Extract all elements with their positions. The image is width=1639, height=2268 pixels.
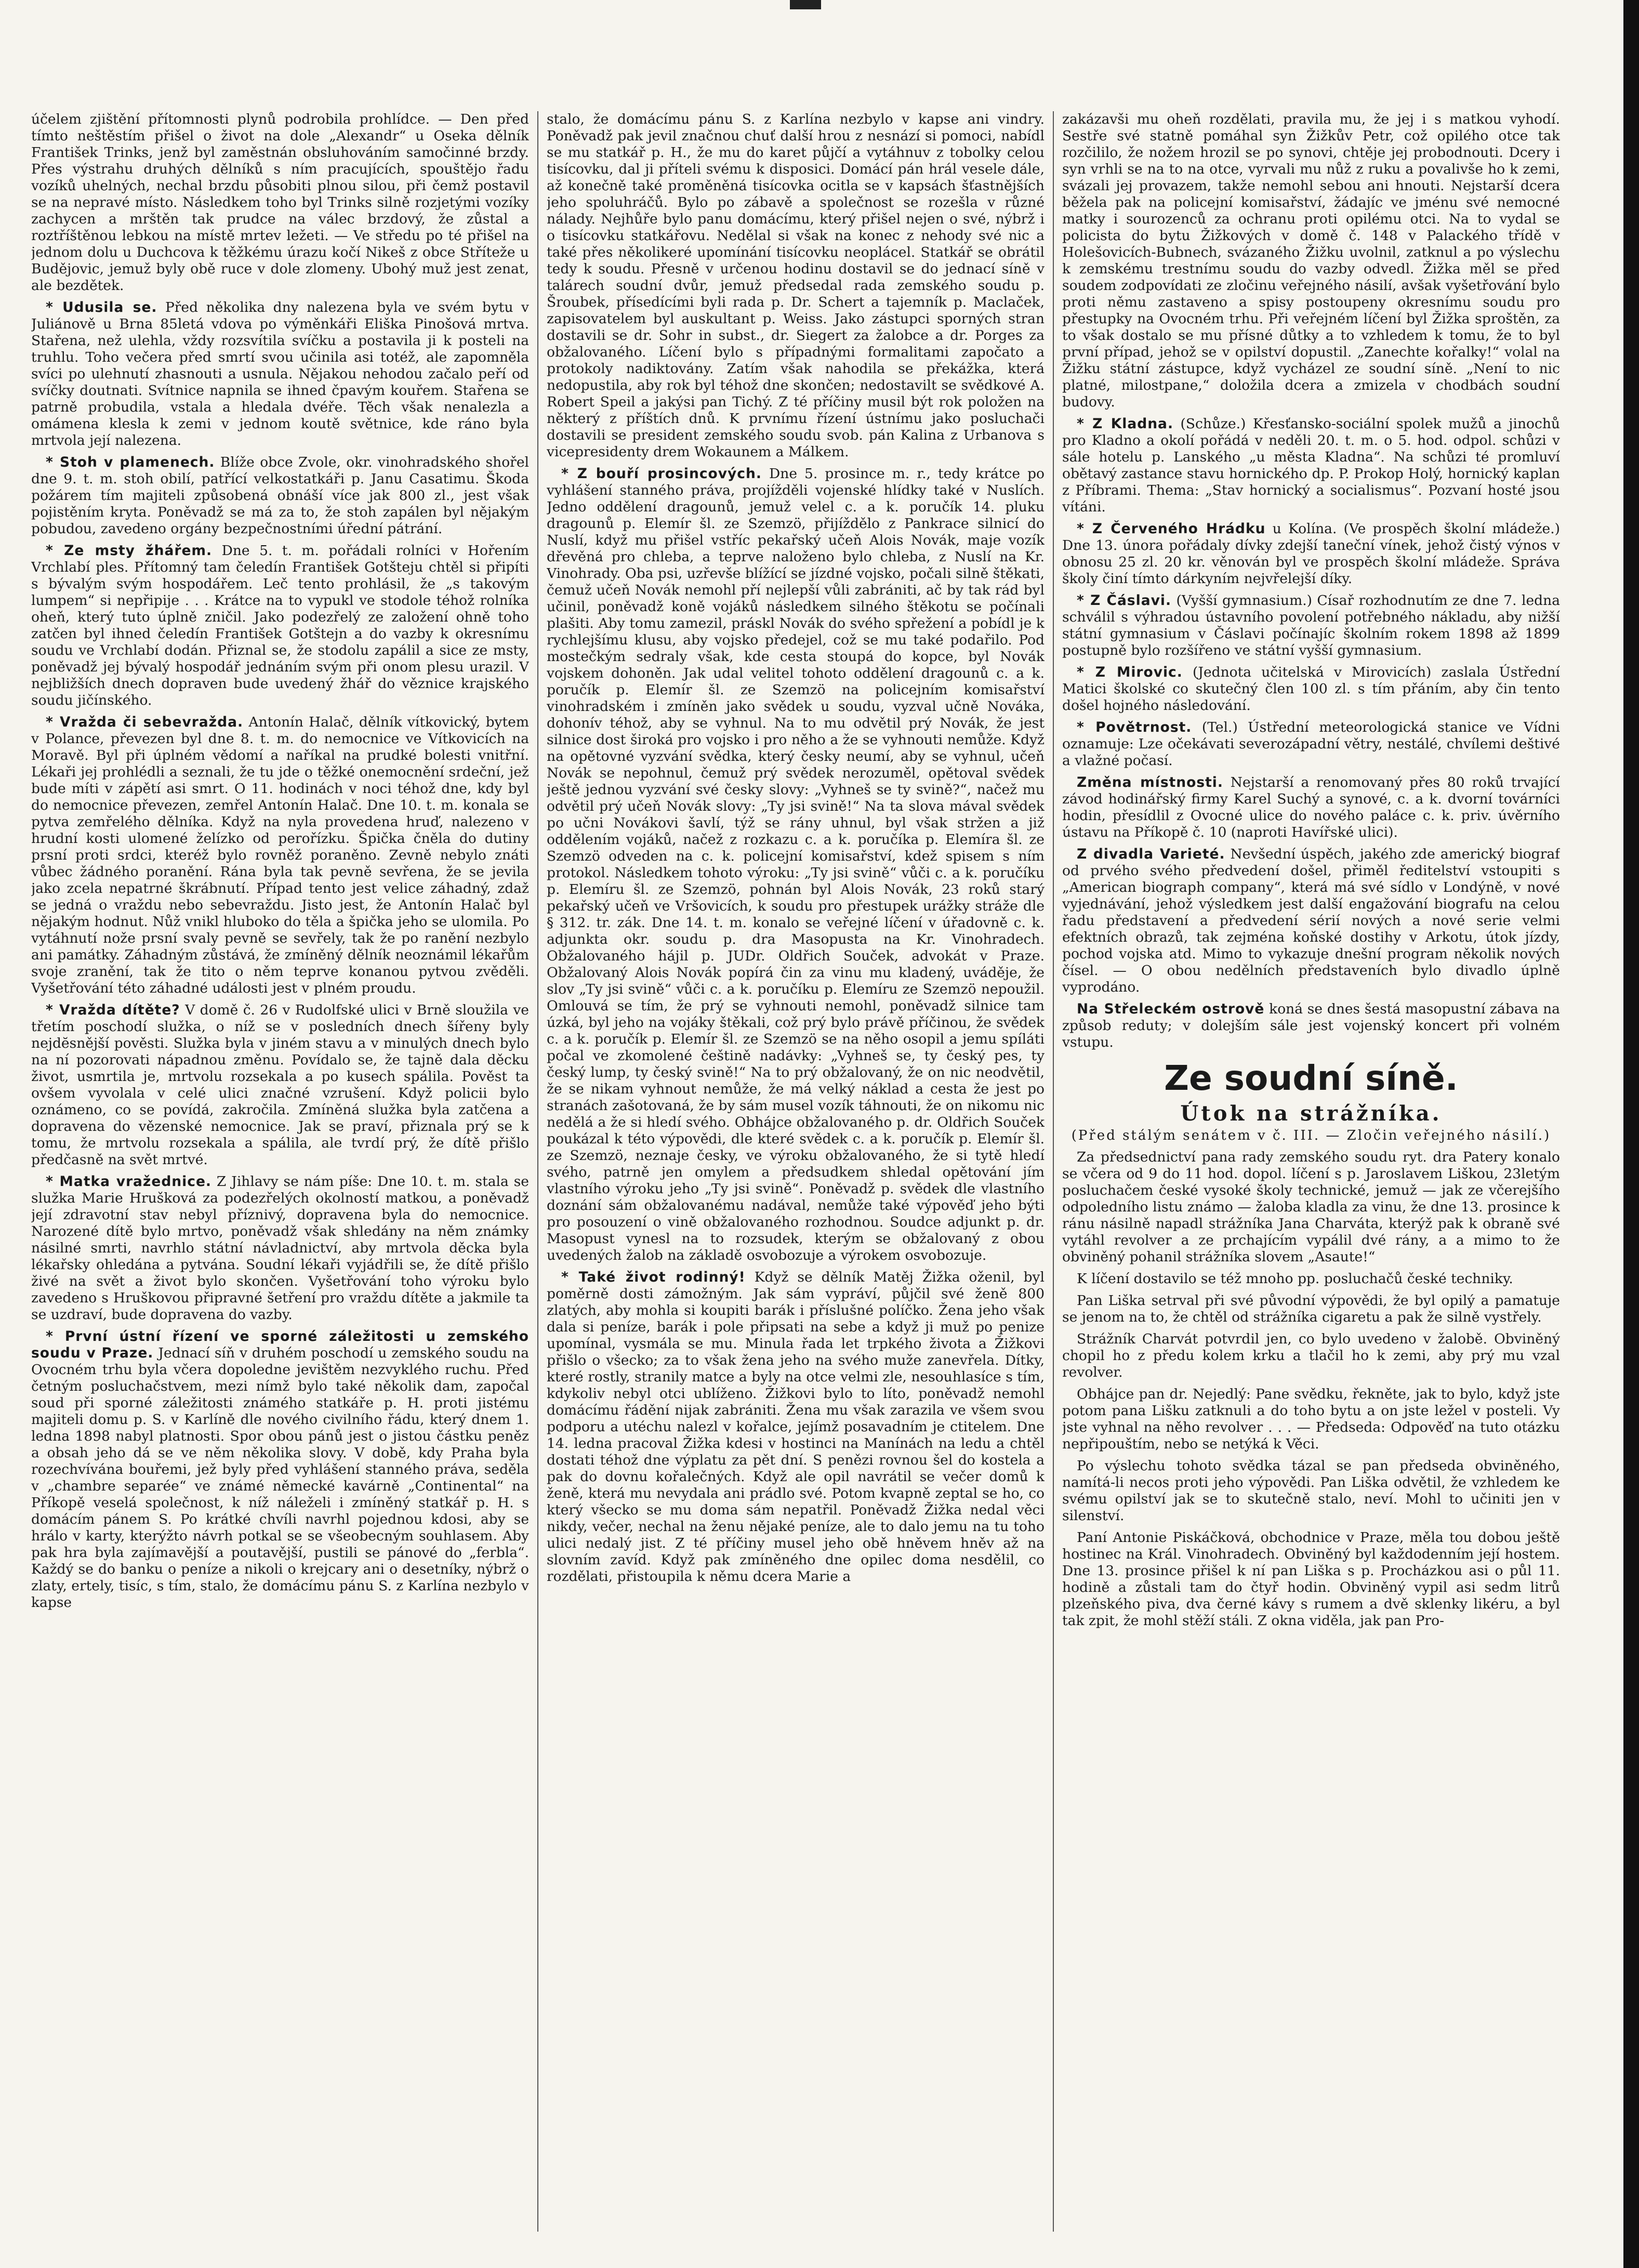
article-text: Dne 5. prosince m. r., tedy krátce po vyhlášení stanného práva, projížděli vojenské hlídky také v Nuslích. Jedno oddělení dragounů, jemuž velel c. a k. poručík 14. pluku dragounů p. Elemír šl. ze Szemzö, přijíždělo z Pankrace silnicí do Nuslí, když mu přišel vstříc pekařský učeň Alois Novák, maje vozík dřevěná pro chleba, a teprve naloženo bylo chleba, z Nuslí na Kr. Vinohrady. Oba psi, uzřevše blížící se jízdné vojsko, počali silně štěkati, čemuž učeň Novák nemohl pří nejlepší vůli zabrániti, ač by tak rád byl učinil, poněvadž koně vojáků následkem silného štěkotu se počínali plašiti. Aby tomu zamezil, práskl Novák do svého spřežení a pobídl je k rychlejšímu klusu, aby vojsko předejel, což se mu také podařilo. Pod mostečkým sedraly však, kde cesta stoupá do kopce, byl Novák vojskem dohoněn. Jak udal velitel tohoto oddělení dragounů c. a k. poručík p. Elemír šl. ze Szemzö na policejním komisařství vinohradském i zmíněn jako svědek u soudu, vyzval učně Nováka, dohonív téhož, aby se vyhnul. Na to mu odvětil prý Novák, že jest silnice dost široká pro vojsko i pro něho a že se vyhnouti nemůže. Když na opětovné vyzvání svědka, který česky neumí, aby se vyhnul, učeň Novák se nepohnul, čemuž prý svědek nerozuměl, opětoval svědek ještě jednou vyzvání své česky slovy: „Vyhneš se ty svině?“, načež mu odvětil prý učeň Novák slovy: „Ty jsi svině!“ Na ta slova mával svědek po učni Novákovi šavlí, týž se rány uhnul, byl však stržen a již oddělením vojáků, načež z rozkazu c. a k. poručíka p. Elemíra šl. ze Szemzö odveden na c. k. policejní komisařství, kdež spisem s ním protokol. Následkem tohoto výroku: „Ty jsi svině“ vůči c. a k. poručíku p. Elemíru šl. ze Szemzö, pohnán byl Alois Novák, 23 roků starý pekařský učeň ve Vršovicích, k soudu pro přestupek urážky stráže dle § 312. tr. zák. Dne 14. t. m. konalo se veřejné líčení v úřadovně c. k. adjunkta okr. soudu p. dra Masopusta na Kr. Vinohradech. Obžalovaného hájil p. JUDr. Oldřich Souček, advokát v Praze. Obžalovaný Alois Novák popírá čin za vinu mu kladený, uváděje, že slov „Ty jsi svině“ vůči c. a k. poručíku p. Elemíru ze Szemzö nepoužil. Omlouvá se tím, že prý se vyhnouti nemohl, poněvadž silnice tam úzká, byl jeho na vojáky štěkali, což prý bylo právě příčinou, že svědek c. a k. poručík p. Elemír šl. ze Szemzö se na něho osopil a jemu spíláti počal ve zkomolené češtině nadávky: „Vyhneš se, ty český pes, ty český lump, ty český svině!“ Na to prý obžalovaný, že on nic neodvětil, že se nikam vyhnout nemůže, že má velký náklad a cesta že jest po stranách zašotovaná, že by sám musel vozík táhnouti, že on nikomu nic nedělá a že si hledí svého. Obhájce obžalovaného p. dr. Oldřich Souček poukázal k této výpovědi, dle které svědek c. a k. poručík p. Elemír šl. ze Szemzö, neznaje česky, ve výroku obžalovaného, že si tytě hledí svého, patrně jen omylem a předsudkem shledal opětování jím vlastního výroku jeho „Ty jsi svině“. Poněvadž p. svědek dle vlastního doznání sám obžalovanému nadával, nemůže také výpověď jeho býti pro posouzení o vině obžalovaného rozhodnou. Soudce adjunkt p. dr. Masopust vynesl na to rozsudek, kterým se obžalovaný z obou uvedených žalob na základě osvobozuje a výrokem osvobozuje. [547, 466, 1045, 1263]
article-paragraph [1062, 1271, 1560, 1287]
article-paragraph [31, 299, 529, 449]
article-text: (Vyšší gymnasium.) Císař rozhodnutím ze dne 7. ledna schválil s výhradou ústavního povolení potřebného nákladu, aby nižší státní gymnasium v Čáslavi počínajíc školním rokem 1898 až 1899 postupně bylo rozšířeno ve státní vyšší gymnasium. [1062, 592, 1560, 658]
article-heading: * Z Červeného Hrádku [1077, 521, 1266, 537]
article-heading: * Vražda či sebevražda. [46, 714, 244, 730]
article-heading: * Z Mirovic. [1077, 664, 1183, 680]
article-paragraph [31, 714, 529, 997]
article-heading: Z divadla Varieté. [1077, 846, 1225, 862]
article-text: Z Jihlavy se nám píše: Dne 10. t. m. stala se služka Marie Hrušková za podezřelých okolností matkou, a poněvadž její zdravotní stav nebyl příznivý, dopravena byla do nemocnice. Narozené dítě bylo mrtvo, poněvadž však shledány na něm známky násilné smrti, navrhlo státní návladnictví, aby mrtvola děcka byla lékařsky ohledána a pytvána. Soudní lékaři vyjádřili se, že dítě přišlo živé na svět a život bylo skončen. Vyšetřování toho výroku bylo zavedeno s Hruškovou připravné šetření pro vraždu dítěte a jakmile ta se uzdraví, bude dopravena do vazby. [31, 1173, 529, 1323]
article-text: Pan Liška setrval při své původní výpovědi, že byl opilý a pamatuje se jenom na to, že chtěl od strážníka cigaretu a pak že silně vystřely. [1062, 1293, 1560, 1325]
article-paragraph [1062, 1529, 1560, 1629]
article-text: Před několika dny nalezena byla ve svém bytu v Juliánově u Brna 85letá vdova po výměnkáři Eliška Pinošová mrtva. Stařena, než ulehla, vždy rozsvítila svíčku a postavila ji k posteli na truhlu. Toho večera před smrtí svou učinila asi totéž, ale zapomněla svíci po ulehnutí zhasnouti a usnula. Nějakou nehodou začalo peří od svíčky doutnati. Svítnice napnila se ihned čpavým kouřem. Stařena se patrně probudila, vstala a hledala dvéře. Těch však nenalezla a omámena klesla k zemi v jednom koutě světnice, kde ráno byla mrtvola její nalezena. [31, 299, 529, 449]
article-text: Nejstarší a renomovaný přes 80 roků trvající závod hodinářský firmy Karel Suchý a synové, c. a k. dvorní továrníci hodin, přesídlil z Ovocné ulice do nového paláce c. k. priv. úvěrního ústavu na Příkopě č. 10 (naproti Havířské ulici). [1062, 774, 1560, 840]
article-paragraph [1062, 664, 1560, 714]
article-text: Když se dělník Matěj Žižka oženil, byl poměrně dosti zámožným. Jak sám vypráví, půjčil své ženě 800 zlatých, aby mohla si koupiti barák i příslušné políčko. Žena jeho však dala si peníze, barák i pole připsati na sebe a když ji muž po penize upomínal, vysmála se mu. Minula řada let trpkého života a Žižkovi přišlo o všecko; za to však žena jeho na svého muže zanevřela. Dítky, které rostly, stranily matce a byly na otce velmi zle, nesouhlasíce s tím, kdykoliv nebyl otci ublíženo. Žižkovi bylo to líto, poněvadž nemohl domácímu řádění nijak zabrániti. Žena mu však zarazila ve všem svou podporu a utéchu nalezl v kořalce, jejímž posavadním je ctitelem. Dne 14. ledna pracoval Žižka kdesi v hostinci na Manínách na ledu a chtěl dostati téhož dne výplatu za pět dní. S penězi rovnou šel do kostela a pak do dovnu kořalečných. Když ale opil navrátil se večer domů k ženě, která mu nevydala ani prádlo své. Potom kvapně zeptal se ho, co který všecko se mu doma sám nepatřil. Poněvadž Žižka nedal věci nikdy, večer, nechal na ženu nějaké peníze, ale to dalo jemu na tu toho ulici nedalý jist. Z té příčiny musel jeho obě hněvem hněv až na slovním zavíd. Když pak zmíněného dne opilec doma nesdělil, co rozdělati, přistoupila k němu dcera Marie a [547, 1269, 1045, 1585]
article-heading: * Matka vražednice. [46, 1173, 212, 1190]
article-heading: * Z Kladna. [1077, 416, 1174, 432]
article-heading: Změna místnosti. [1077, 774, 1223, 790]
article-heading: * Povětrnost. [1077, 719, 1192, 735]
article-text: (Tel.) Ústřední meteorologická stanice ve Vídni oznamuje: Lze očekávati severozápadní větry, nestálé, chvílemi deštivé a vlažné počasí. [1062, 719, 1560, 769]
article-text: Antonín Halač, dělník vítkovický, bytem v Polance, převezen byl dne 8. t. m. do nemocnice ve Vítkovicích na Moravě. Byl při úplném vědomí a naříkal na prudké bolesti vnitřní. Lékaři jej prohlédli a seznali, že tu jde o těžké onemocnění srdeční, jež bude míti v zápětí asi smrt. O 11. hodinách v noci téhož dne, kdy byl do nemocnice převezen, zemřel Antonín Halač. Dne 10. t. m. konala se pytva zemřelého dělníka. Když na nyla provedena hruď, nalezeno v hrudní kosti ulomené želízko od perořízku. Špička čněla do dutiny prsní proti srdci, kteréž bylo rovněž poraněno. Zevně nebylo znáti vůbec žádného poranění. Rána byla tak pevně sevřena, že se jevila jako zcela nepatrné škrábnutí. Případ tento jest velice záhadný, zdaž se jedná o vraždu nebo sebevraždu. Jisto jest, že Antonín Halač byl nějakým hodnut. Nůž vnikl hluboko do těla a špička jeho se ulomila. Po vytáhnutí nože prsní svaly pevně se sevřely, tak že po ranění nezbylo ani památky. Záhadným zůstává, že zmíněný dělník neoznámil lékařům svoje zranění, tak že tito o něm teprve konanou pytvou zvěděli. Vyšetřování této záhadné události jest v plném proudu. [31, 714, 529, 996]
article-text: V domě č. 26 v Rudolfské ulici v Brně sloužila ve třetím poschodí služka, o níž se v posledních dnech šířeny byly nejdĕsnější pověsti. Služka byla v jiném stavu a v minulých dnech bylo na ní pozorovati nápadnou změnu. Povídalo se, že tajně dala děcku život, usmrtila je, mrtvolu rozsekala a po kusech spálila. Pověst ta ovšem vyvolala v celé ulici značné vzrušení. Když policii bylo oznámeno, co se povídá, zakročila. Zmíněná služka byla zatčena a dopravena do vězenské nemocnice. Jak se praví, přiznala prý se k tomu, že mrtvolu rozsekala a spálila, ale tvrdí prý, že dítě přišlo předčasně na svět mrtvé. [31, 1002, 529, 1168]
article-text: Dne 5. t. m. pořádali rolníci v Hořením Vrchlabí ples. Přítomný tam čeledín František Gotšteju chtěl si připíti s bývalým svým hospodářem. Leč tento prohlásil, že „s takovým lumpem“ si nepřipije . . . Krátce na to vypukl ve stodole téhož rolníka oheň, který tuto úplně zničil. Jako podezřelý ze založení ohně toho zatčen byl ihned čeledín František Gotštejn a do vazby k okresnímu soudu ve Vrchlabí dodán. Přiznal se, že stodolu zapálil a sice ze msty, poněvadž jej bývalý hospodář jednáním svým při onom plesu urazil. V nejbližších dnech dopraven bude uvedený žhář do věznice krajského soudu jičínského. [31, 543, 529, 708]
article-text: účelem zjištění přítomnosti plynů podrobila prohlídce. — Den před tímto neštěstím přišel o život na dole „Alexandr“ u Oseka dělník František Trinks, jenž byl zaměstnán obsluhováním samočinné brzdy. Přes výstrahu druhých dělníků s ním pracujících, spouštějo řadu vozíků uhelných, nechal brzdu působiti plnou silou, při čemž postavil se na nepravé místo. Následkem toho byl Trinks silně rozjetými vozíky zachycen a mrštěn tak prudce na válec brzdový, že zůstal a roztříštěnou lebkou na místě mrtev ležeti. — Ve středu po té přišel na jednom dolu u Duchcova k těžkému úrazu kočí Nikeš z obce Stříteže u Budějovic, jemuž byly obě ruce v dole zlomeny. Ubohý muž jest zenat, ale bezdětek. [31, 111, 529, 294]
article-paragraph [31, 1173, 529, 1323]
print-mark [790, 0, 821, 9]
article-heading: * Také život rodinný! [561, 1269, 746, 1285]
article-paragraph [1062, 1458, 1560, 1524]
column-middle [547, 111, 1045, 2237]
article-paragraph [1062, 416, 1560, 516]
article-paragraph [1062, 1001, 1560, 1051]
article-text: Jednací síň v druhém poschodí u zemského soudu na Ovocném trhu byla včera dopoledne jevištěm nezvyklého ruchu. Před četným posluchačstvem, mezi nímž bylo také několik dam, započal soud při sporné záležitosti známého statkáře p. H. proti jistému majiteli domu p. S. v Karlíně dle nového civilního řádu, který dnem 1. ledna 1898 nabyl platnosti. Spor obou pánů jest o jistou částku peněz a obsah jeho dá se ve něm několika slovy. V době, kdy Praha byla rozechvívána bouřemi, jež byly před vyhlášení stanného práva, seděla v „chambre separée“ ve známé německé kavárně „Continental“ na Příkopě veselá společnost, k níž náleželi i zmíněný statkář p. H. s domácím pánem S. Po krátké chvíli navrhl pojednou kdosi, aby se hrálo v karty, kterýžto návrh potkal se se všeobecným souhlasem. Aby pak hra byla zajímavější a poutavější, pustili se pánové do „ferbla“. Každý se do banku o peníze a nikoli o krejcary ani o desetníky, nýbrž o zlaty, ertely, tisíc, s tím, stalo, že domácímu pánu S. z Karlína nezbylo v kapse [31, 1345, 529, 1611]
article-paragraph [31, 1002, 529, 1168]
article-text: Po výslechu tohoto svědka tázal se pan předseda obviněného, namítá-li necos proti jeho výpovědi. Pan Liška odvětil, že vzhledem ke svému opilství jak se to skutečně stalo, neví. Mohl to učiniti jen v silenství. [1062, 1458, 1560, 1524]
article-heading: * Z Čáslavi. [1077, 592, 1172, 609]
article-paragraph [1062, 846, 1560, 996]
article-heading: * První ústní řízení ve sporné záležitosti u zemského soudu v Praze. [31, 1328, 529, 1361]
article-text: Za předsednictví pana rady zemského soudu ryt. dra Patery konalo se včera od 9 do 11 hod. dopol. líčení s p. Jaroslavem Liškou, 23letým posluchačem české vysoké školy technické, jemuž — jak ze včerejšího odpoledního listu známo — žaloba kladla za vinu, že dne 13. prosince k ránu násilně napadl strážníka Jana Charváta, kterýž pak k obraně své vytáhl revolver a ze prchajícím vypálil dvé rány, a a mimo to že obviněný pohanil strážníka slovem „Asaute!“ [1062, 1149, 1560, 1265]
article-text: koná se dnes šestá masopustní zábava na způsob reduty; v dolejším sále jest vojenský koncert při volném vstupu. [1062, 1001, 1560, 1050]
article-text: Blíže obce Zvole, okr. vinohradského shořel dne 9. t. m. stoh obilí, patřící velkostatkáři p. Janu Casatimu. Škoda požárem tím majiteli způsobená obnáší více jak 800 zl., jest však pojistěním kryta. Poněvadž se má za to, že stoh zapálen byl nějakým pobudou, zavedeno orgány bezpečnostními úřední pátrání. [31, 454, 529, 537]
article-heading: * Ze msty žhářem. [46, 543, 213, 559]
article-paragraph [1062, 521, 1560, 587]
article-text: Strážník Charvát potvrdil jen, co bylo uvedeno v žalobě. Obviněný chopil ho z předu kolem krku a tlačil ho k zemi, aby prý mu vzal revolver. [1062, 1331, 1560, 1380]
section-subtitle: Útok na strážníka. [1180, 1101, 1442, 1126]
article-paragraph [31, 111, 529, 294]
article-heading: * Vražda dítěte? [46, 1002, 180, 1018]
article-paragraph [1062, 1293, 1560, 1326]
article-heading: * Z bouří prosincových. [561, 466, 762, 482]
article-text: u Kolína. (Ve prospěch školní mládeže.) Dne 13. února pořádaly dívky zdejší taneční vínek, jehož čistý výnos v obnosu 25 zl. 20 kr. věnován byl ve prospěch školní mládeže. Správa školy činí tímto dárkyním nejvřelejší díky. [1062, 521, 1560, 587]
article-paragraph [1062, 1386, 1560, 1453]
column-left [31, 111, 529, 2237]
section-note: (Před stálým senátem v č. III. — Zločin veřejného násilí.) [1071, 1128, 1551, 1143]
section-title: Ze soudní síně. [1164, 1058, 1458, 1098]
article-heading: * Stoh v plamenech. [46, 454, 215, 470]
article-text: Paní Antonie Piskáčková, obchodnice v Praze, měla tou dobou ještě hostinec na Král. Vinohradech. Obviněný byl každodenním její hostem. Dne 13. prosince přišel k ní pan Liška s p. Procházkou asi o půl 11. hodině a zůstali tam do čtyř hodin. Obviněný vypil asi sedm litrů plzeňského piva, dva černé kávy s rumem a dvě sklenky likéru, a byl tak zpit, že mohl stěží stáli. Z okna viděla, jak pan Pro- [1062, 1529, 1560, 1629]
article-paragraph [31, 543, 529, 709]
article-text: Obhájce pan dr. Nejedlý: Pane svědku, řekněte, jak to bylo, když jste potom pana Lišku zatknuli a do toho bytu a on jste ležel v posteli. Vy jste vyhnal na něho revolver . . . — Předseda: Odpověď na tuto otázku nepřipouštím, nebo se netýká k Věci. [1062, 1386, 1560, 1452]
column-right [1062, 111, 1560, 2237]
article-paragraph [31, 1328, 529, 1611]
article-paragraph [547, 466, 1045, 1264]
article-text: (Jednota učitelská v Mirovicích) zaslala Ústřední Matici školské co skutečný člen 100 zl. s tím přáním, aby čin tento došel hojného následování. [1062, 664, 1560, 714]
article-text: K líčení dostavilo se též mnoho pp. posluchačů české techniky. [1077, 1271, 1513, 1287]
article-paragraph [1062, 774, 1560, 841]
article-paragraph [1062, 1149, 1560, 1265]
article-paragraph [1062, 592, 1560, 659]
article-text: (Schůze.) Křesťansko-sociální spolek mužů a jinochů pro Kladno a okolí pořádá v neděli 20. t. m. o 5. hod. odpol. schůzi v sále hotelu p. Lanského „u města Kladna“. Na schůzi té promluví obětavý zastance stavu hornického dp. P. Prokop Holý, hornický kaplan z Příbrami. Thema: „Stav hornický a socialismus“. Pozvaní hosté jsou vítáni. [1062, 416, 1560, 515]
article-paragraph [31, 454, 529, 537]
article-heading: Na Střeleckém ostrově [1077, 1001, 1265, 1017]
article-paragraph [547, 1269, 1045, 1585]
article-text: Nevšední úspěch, jakého zde americký biograf od prvého svého předvedení došel, přiměl ředitelství vstoupiti s „American biograph company“, která má své sídlo v Londýně, v nové vyjednávání, jehož výsledkem jest další engažování biografu na celou řadu představení a předvedení sérií nových a nové serie velmi efektních obrazů, tak zejména koňské dostihy v Arkotu, útok jízdy, pochod vojska atd. Mimo to vykazuje dnešní program několik nových čísel. — O obou nedělních představeních bylo divadlo úplně vyprodáno. [1062, 846, 1560, 995]
article-text: stalo, že domácímu pánu S. z Karlína nezbylo v kapse ani vindry. Poněvadž pak jevil značnou chuť další hrou z nesnází si pomoci, nabídl se mu statkář p. H., že mu do karet půjčí a vytáhnuv z tobolky celou tisícovku, dal ji příteli svému k disposici. Domácí pán hrál vesele dále, až konečně také proměněná tisícovka ocitla se v kapsách šťastnějších jeho spoluhráčů. Bylo po zábavě a společnost se rozešla v různé nálady. Nejhůře bylo panu domácímu, který přišel nejen o své, nýbrž i o tisícovku statkářovu. Nedělal si však na konec z nehody své nic a také přes několikeré upomínání tisícovku neoplácel. Statkář se obrátil tedy k soudu. Přesně v určenou hodinu dostavil se do jednací síně v talárech soudní dvůr, jemuž předsedal rada zemského soudu p. Šroubek, přísedícími byli rada p. Dr. Schert a tajemník p. Maclaček, zapisovatelem byl auskultant p. Weiss. Jako zástupci sporných stran dostavili se dr. Sohr in subst., dr. Siegert za žalobce a dr. Porges za obžalovaného. Líčení bylo s případnými formalitami započato a protokoly nadiktovány. Zatím však nahodila se překážka, která nedopustila, aby rok byl téhož dne skončen; nedostavilt se svědkové A. Robert Speil a jakýsi pan Tichý. Z té příčiny musil být rok položen na některý z příštích dnů. K prvnímu řízení ústnímu jako posluchači dostavili se president zemského soudu svob. pán Kalina z Urbanova s vicepresidenty drem Wokaunem a Málkem. [547, 111, 1045, 460]
article-text: zakázavši mu oheň rozdělati, pravila mu, že jej i s matkou vyhodí. Sestře své statně pomáhal syn Žižkův Petr, což opilého otce tak rozčililo, že nožem hrozil se po synovi, chtěje jej probodnouti. Dcery i syn vrhli se na to na otce, vyrvali mu nůž z ruku a povalivše ho k zemi, svázali jej provazem, takže nemohl sebou ani hnouti. Nejstarší dcera běžela pak na policejní komisařství, žádajíc ve jménu své nemocné matky i sourozenců za ochranu proti opilému otci. Na to vydal se policista do bytu Žižkových v domě č. 148 v Palackého třídě v Holešovicích-Bubnech, svázaného Žižku uvolnil, zatknul a po výslechu k zemskému trestnímu soudu do vazby odvedl. Žižka měl se před soudem zodpovídati ze zločinu veřejného násilí, avšak vyšetřování bylo proti němu zastaveno a spisy postoupeny okresnímu soudu pro přestupky na Ovocném trhu. Při veřejném líčení byl Žižka sproštěn, za to však dostalo se mu přísné důtky a to vzhledem k tomu, že to byl první případ, jehož se v opilství dopustil. „Zanechte kořalky!“ volal na Žižku státní zástupce, když vycházel ze soudní síně. „Není to nic platné, milostpane,“ doložila dcera a zmizela v chodbách soudní budovy. [1062, 111, 1560, 410]
article-columns [31, 111, 1595, 2237]
article-paragraph [1062, 111, 1560, 411]
scan-edge [1623, 0, 1639, 2268]
article-paragraph [547, 111, 1045, 460]
article-paragraph [1062, 1331, 1560, 1381]
article-heading: * Udusila se. [46, 299, 157, 315]
article-paragraph [1062, 719, 1560, 769]
